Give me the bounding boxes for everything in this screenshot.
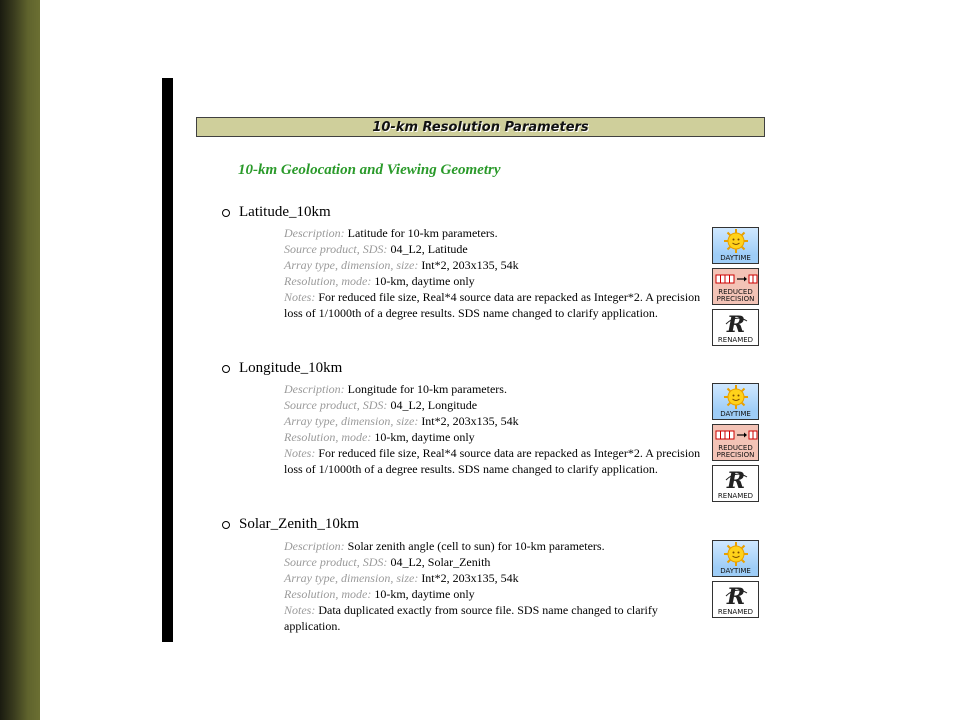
reduce-arrow-icon <box>713 269 758 289</box>
notes-line: Notes: For reduced file size, Real*4 source data are repacked as Integer*2. A precision loss of 1/1000th of a degree results. SDS name changed to clarify application. <box>284 446 701 476</box>
renamed-badge <box>712 465 759 502</box>
reduced-badge-label-1: REDUCED <box>718 288 753 296</box>
renamed-badge <box>712 581 759 618</box>
bullet-icon <box>222 209 230 217</box>
reduced-badge-label-2: PRECISION <box>716 295 755 303</box>
param-name: Solar_Zenith_10km <box>239 516 359 532</box>
reduced-precision-badge <box>712 268 759 305</box>
notes-line: Notes: Data duplicated exactly from source file. SDS name changed to clarify application. <box>284 603 658 633</box>
renamed-r-icon <box>713 310 758 337</box>
description-line: Description: Longitude for 10-km parameters. <box>284 382 507 396</box>
param-name: Latitude_10km <box>239 204 331 220</box>
array-line: Array type, dimension, size: Int*2, 203x135, 54k <box>284 571 519 585</box>
daytime-badge <box>712 540 759 577</box>
renamed-badge-label: RENAMED <box>717 608 754 616</box>
param-details-latitude <box>284 225 704 321</box>
svg-text:R: R <box>726 467 745 492</box>
renamed-badge-label: RENAMED <box>717 492 754 500</box>
renamed-badge-label: RENAMED <box>717 336 754 344</box>
section-banner <box>196 117 765 137</box>
daytime-badge-label: DAYTIME <box>713 567 758 576</box>
svg-text:R: R <box>726 583 745 608</box>
array-line: Array type, dimension, size: Int*2, 203x135, 54k <box>284 414 519 428</box>
section-banner-title: 10-km Resolution Parameters <box>372 119 589 135</box>
description-line: Description: Solar zenith angle (cell to sun) for 10-km parameters. <box>284 539 605 553</box>
source-line: Source product, SDS: 04_L2, Solar_Zenith <box>284 555 491 569</box>
resolution-line: Resolution, mode: 10-km, daytime only <box>284 587 475 601</box>
slide-left-bar <box>0 0 40 720</box>
svg-text:R: R <box>726 311 745 336</box>
array-line: Array type, dimension, size: Int*2, 203x135, 54k <box>284 258 519 272</box>
daytime-badge <box>712 383 759 420</box>
renamed-r-icon <box>713 466 758 493</box>
renamed-r-icon <box>713 582 758 609</box>
reduced-badge-label-1: REDUCED <box>718 444 753 452</box>
param-details-solar-zenith <box>284 538 704 634</box>
param-details-longitude <box>284 381 704 477</box>
param-heading-latitude <box>222 204 331 221</box>
daytime-badge-label: DAYTIME <box>713 410 758 419</box>
param-heading-longitude <box>222 360 342 377</box>
reduced-precision-badge <box>712 424 759 461</box>
resolution-line: Resolution, mode: 10-km, daytime only <box>284 430 475 444</box>
reduced-badge-label-2: PRECISION <box>716 451 755 459</box>
source-line: Source product, SDS: 04_L2, Longitude <box>284 398 478 412</box>
sun-icon <box>713 228 758 254</box>
sun-icon <box>713 541 758 567</box>
notes-line: Notes: For reduced file size, Real*4 source data are repacked as Integer*2. A precision loss of 1/1000th of a degree results. SDS name changed to clarify application. <box>284 290 701 320</box>
bullet-icon <box>222 365 230 373</box>
renamed-badge <box>712 309 759 346</box>
source-line: Source product, SDS: 04_L2, Latitude <box>284 242 468 256</box>
resolution-line: Resolution, mode: 10-km, daytime only <box>284 274 475 288</box>
group-title: 10-km Geolocation and Viewing Geometry <box>238 162 501 178</box>
document-left-edge <box>162 78 173 642</box>
sun-icon <box>713 384 758 410</box>
bullet-icon <box>222 521 230 529</box>
param-name: Longitude_10km <box>239 360 343 376</box>
param-heading-solar-zenith <box>222 516 359 533</box>
daytime-badge-label: DAYTIME <box>713 254 758 263</box>
reduce-arrow-icon <box>713 425 758 445</box>
description-line: Description: Latitude for 10-km parameters. <box>284 226 498 240</box>
daytime-badge <box>712 227 759 264</box>
